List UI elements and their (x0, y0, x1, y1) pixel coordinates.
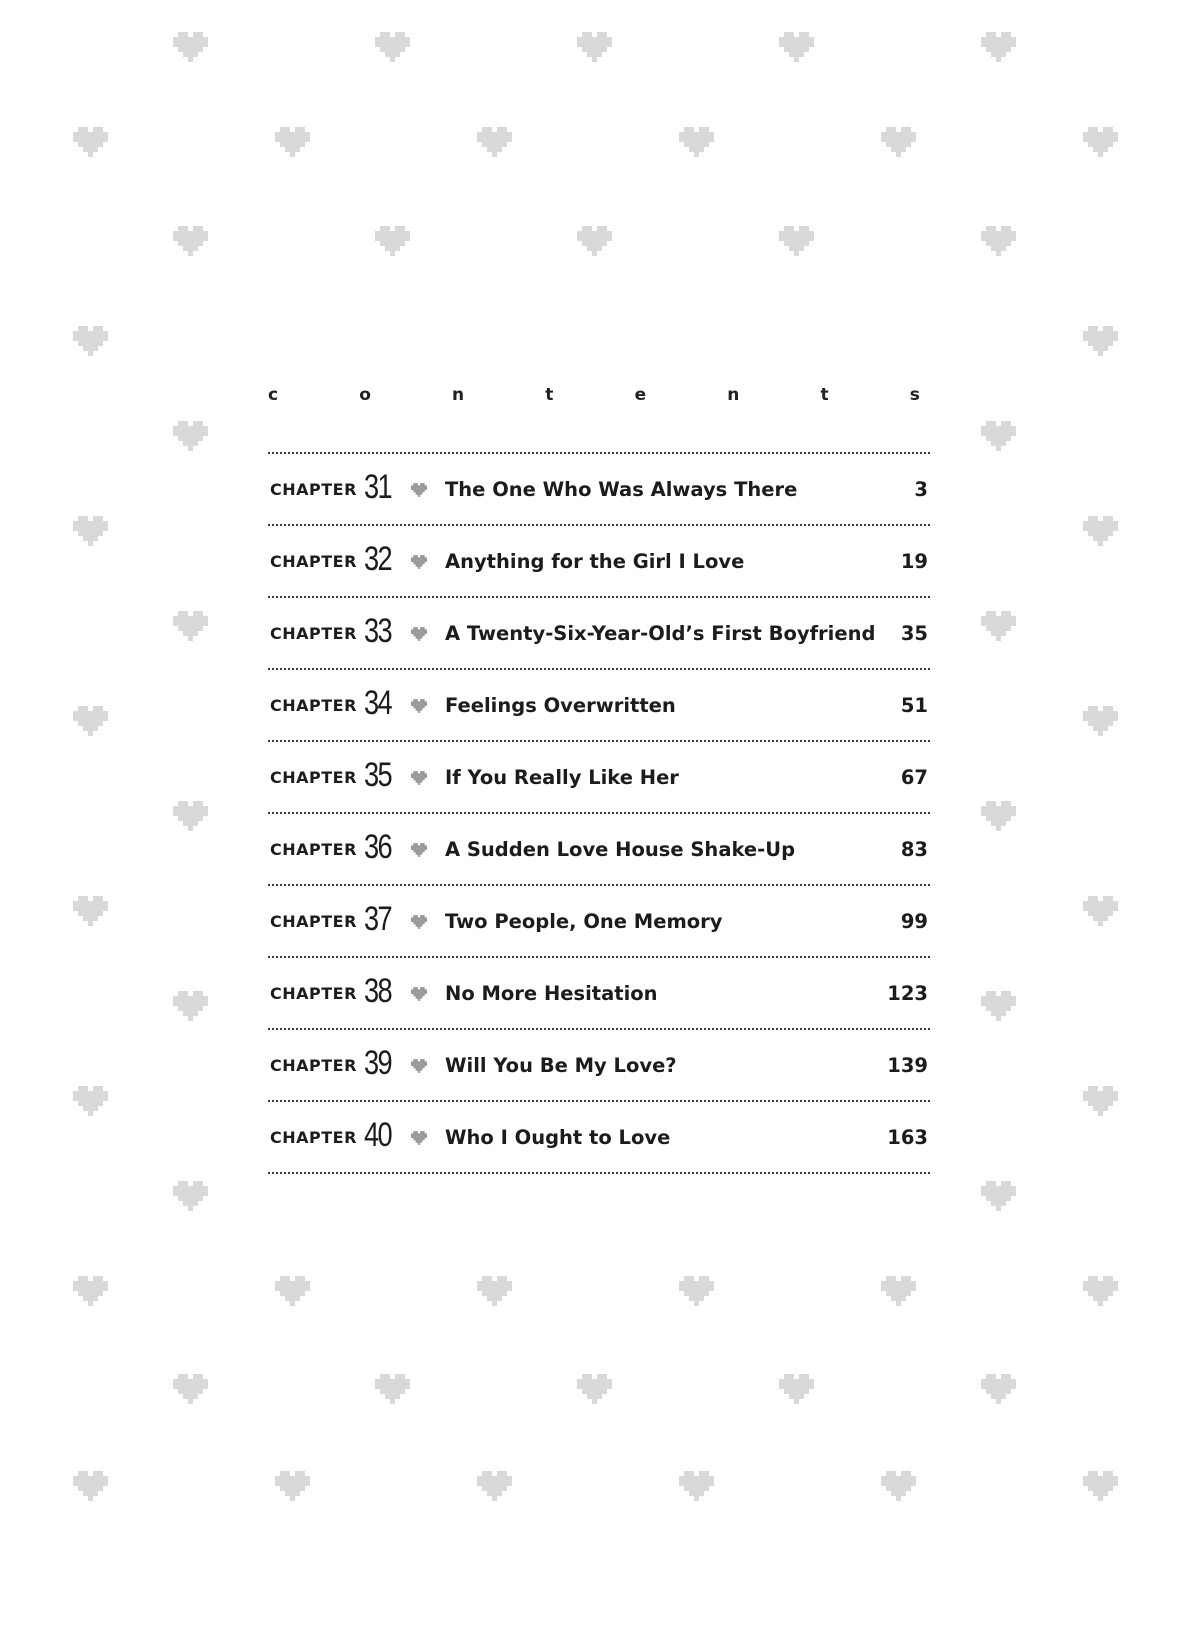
background-heart (1083, 516, 1118, 546)
background-heart (275, 1276, 310, 1306)
chapter-title: If You Really Like Her (445, 766, 679, 789)
background-heart (173, 1181, 208, 1211)
dotted-divider (268, 1172, 930, 1174)
contents-letter: n (452, 385, 465, 405)
chapter-number: 31 (364, 468, 392, 506)
background-heart (375, 1374, 410, 1404)
toc-row-chapter-36[interactable] (268, 814, 930, 884)
background-heart (375, 226, 410, 256)
background-heart (779, 1374, 814, 1404)
heart-icon (411, 1131, 427, 1145)
contents-letter: c (268, 385, 279, 405)
background-heart (577, 226, 612, 256)
background-heart (679, 127, 714, 157)
toc-row-chapter-37[interactable] (268, 886, 930, 956)
background-heart (173, 226, 208, 256)
background-heart (173, 1374, 208, 1404)
background-heart (881, 127, 916, 157)
chapter-title: A Twenty-Six-Year-Old’s First Boyfriend (445, 622, 876, 645)
background-heart (477, 1276, 512, 1306)
background-heart (73, 127, 108, 157)
chapter-label: CHAPTER (270, 1128, 357, 1147)
chapter-number: 37 (364, 900, 392, 938)
background-heart (779, 32, 814, 62)
background-heart (375, 32, 410, 62)
chapter-number: 34 (364, 684, 392, 722)
heart-icon (411, 771, 427, 785)
background-heart (981, 32, 1016, 62)
background-heart (73, 1086, 108, 1116)
background-heart (73, 1276, 108, 1306)
background-heart (1083, 896, 1118, 926)
toc-row-chapter-35[interactable] (268, 742, 930, 812)
background-heart (275, 127, 310, 157)
contents-letter: o (359, 385, 371, 405)
page-number: 3 (914, 478, 928, 501)
background-heart (1083, 1471, 1118, 1501)
background-heart (1083, 1276, 1118, 1306)
background-heart (577, 1374, 612, 1404)
background-heart (981, 991, 1016, 1021)
heart-icon (411, 627, 427, 641)
background-heart (577, 32, 612, 62)
heart-icon (411, 1059, 427, 1073)
background-heart (981, 611, 1016, 641)
background-heart (981, 421, 1016, 451)
chapter-label: CHAPTER (270, 840, 357, 859)
chapter-label: CHAPTER (270, 912, 357, 931)
background-heart (679, 1276, 714, 1306)
chapter-label: CHAPTER (270, 624, 357, 643)
background-heart (73, 1471, 108, 1501)
chapter-title: No More Hesitation (445, 982, 658, 1005)
chapter-label: CHAPTER (270, 1056, 357, 1075)
chapter-label: CHAPTER (270, 696, 357, 715)
contents-letter: e (634, 385, 647, 405)
chapter-label: CHAPTER (270, 984, 357, 1003)
background-heart (779, 226, 814, 256)
background-heart (1083, 706, 1118, 736)
toc-row-chapter-40[interactable] (268, 1102, 930, 1172)
chapter-label: CHAPTER (270, 480, 357, 499)
heart-icon (411, 915, 427, 929)
page-number: 67 (900, 766, 928, 789)
chapter-title: Who I Ought to Love (445, 1126, 671, 1149)
heart-icon (411, 555, 427, 569)
toc-row-chapter-32[interactable] (268, 526, 930, 596)
background-heart (881, 1471, 916, 1501)
chapter-title: The One Who Was Always There (445, 478, 798, 501)
background-heart (477, 127, 512, 157)
background-heart (173, 991, 208, 1021)
background-heart (981, 226, 1016, 256)
heart-icon (411, 483, 427, 497)
chapter-number: 32 (364, 540, 392, 578)
heart-icon (411, 699, 427, 713)
chapter-label: CHAPTER (270, 768, 357, 787)
background-heart (1083, 127, 1118, 157)
contents-letter: t (820, 385, 829, 405)
background-heart (881, 1276, 916, 1306)
chapter-number: 35 (364, 756, 392, 794)
chapter-title: Will You Be My Love? (445, 1054, 677, 1077)
background-heart (73, 706, 108, 736)
toc-row-chapter-34[interactable] (268, 670, 930, 740)
heart-icon (411, 843, 427, 857)
heart-icon (411, 987, 427, 1001)
chapter-label: CHAPTER (270, 552, 357, 571)
background-heart (73, 516, 108, 546)
page-number: 163 (887, 1126, 928, 1149)
page-number: 35 (900, 622, 928, 645)
background-heart (477, 1471, 512, 1501)
background-heart (679, 1471, 714, 1501)
page-number: 51 (900, 694, 928, 717)
chapter-number: 39 (364, 1044, 392, 1082)
background-heart (73, 326, 108, 356)
toc-row-chapter-38[interactable] (268, 958, 930, 1028)
chapter-number: 33 (364, 612, 392, 650)
chapter-title: Two People, One Memory (445, 910, 723, 933)
toc-row-chapter-33[interactable] (268, 598, 930, 668)
background-heart (173, 421, 208, 451)
background-heart (981, 801, 1016, 831)
background-heart (1083, 1086, 1118, 1116)
toc-row-chapter-31[interactable] (268, 454, 930, 524)
background-heart (173, 611, 208, 641)
contents-heading (268, 385, 920, 405)
background-heart (981, 1181, 1016, 1211)
page-number: 123 (887, 982, 928, 1005)
background-heart (73, 896, 108, 926)
toc-row-chapter-39[interactable] (268, 1030, 930, 1100)
table-of-contents (268, 452, 930, 1174)
background-heart (173, 32, 208, 62)
chapter-title: Feelings Overwritten (445, 694, 676, 717)
chapter-number: 40 (364, 1116, 392, 1154)
background-heart (981, 1374, 1016, 1404)
contents-letter: n (727, 385, 740, 405)
contents-letter: s (909, 385, 920, 405)
background-heart (173, 801, 208, 831)
chapter-number: 38 (364, 972, 392, 1010)
page-number: 19 (900, 550, 928, 573)
chapter-title: A Sudden Love House Shake-Up (445, 838, 796, 861)
chapter-number: 36 (364, 828, 392, 866)
background-heart (1083, 326, 1118, 356)
page-number: 99 (900, 910, 928, 933)
page-number: 139 (887, 1054, 928, 1077)
chapter-title: Anything for the Girl I Love (445, 550, 745, 573)
page-number: 83 (900, 838, 928, 861)
contents-letter: t (545, 385, 554, 405)
background-heart (275, 1471, 310, 1501)
